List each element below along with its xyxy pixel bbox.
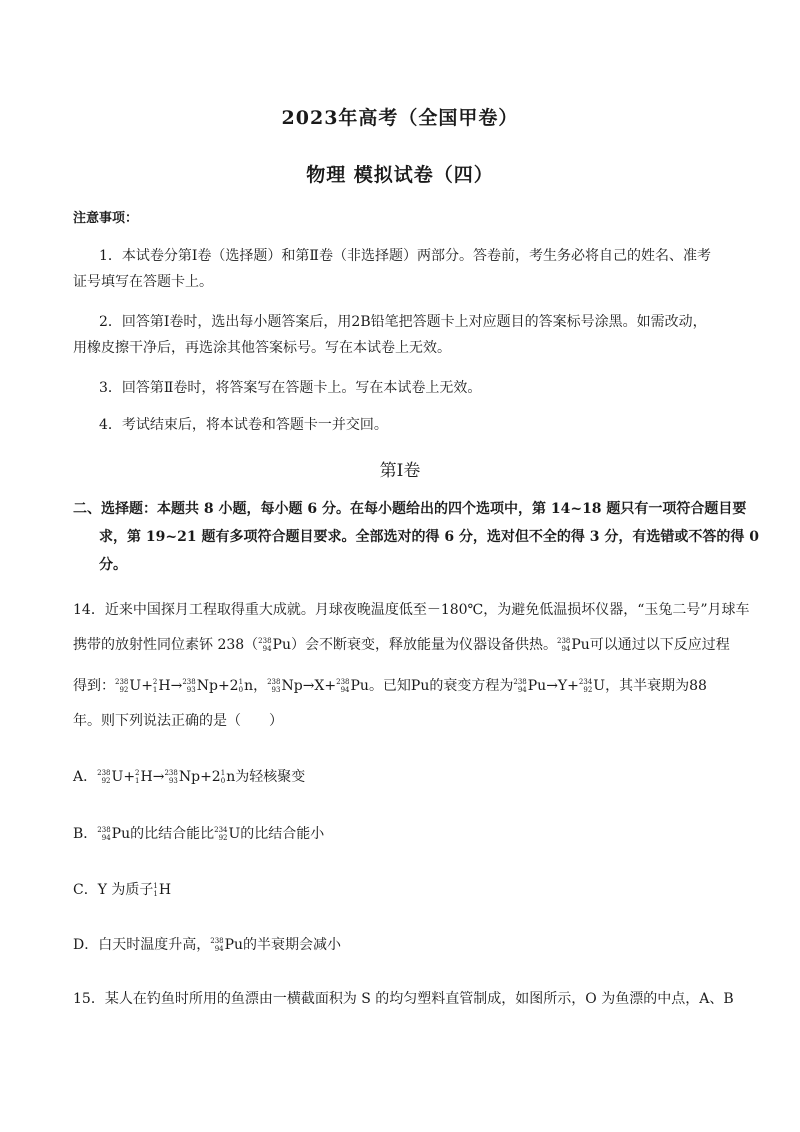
atomic-number: 1 xyxy=(135,777,140,785)
nuclide-numbers xyxy=(153,678,157,694)
atomic-number: 0 xyxy=(238,686,244,694)
nuclide-u234 xyxy=(214,824,240,844)
element-symbol: H xyxy=(140,769,153,785)
nuclide-np xyxy=(182,676,218,696)
element-symbol: Pu xyxy=(350,678,369,694)
element-symbol: Pu xyxy=(527,678,547,694)
mass-number: 238 xyxy=(97,826,111,834)
nuclide-numbers xyxy=(557,637,570,653)
q14-line-4: 年。则下列说法正确的是（ ） xyxy=(73,713,283,729)
nuclide-numbers xyxy=(214,826,227,842)
mass-number: 1 xyxy=(220,769,226,777)
nuclide-np xyxy=(164,767,200,787)
atomic-number: 0 xyxy=(220,777,226,785)
element-symbol: Np xyxy=(281,678,303,694)
nuclide-numbers xyxy=(164,769,177,785)
mass-number: 238 xyxy=(336,678,350,686)
nuclide-pu xyxy=(258,635,291,655)
mass-number: 1 xyxy=(238,678,244,686)
notice-item-1-cont: 证号填写在答题卡上。 xyxy=(73,274,213,290)
q14-option-c: C．Y 为质子 1 1 H xyxy=(73,882,172,898)
nuclide-pu xyxy=(210,935,243,955)
nuclide-u238 xyxy=(97,767,123,787)
nuclide-n xyxy=(239,676,254,696)
nuclide-numbers xyxy=(579,678,592,694)
notice-heading: 注意事项： xyxy=(73,211,139,226)
mass-number: 238 xyxy=(556,637,571,645)
mass-number: 238 xyxy=(267,678,281,686)
nuclide-pu xyxy=(557,635,590,655)
mass-number: 238 xyxy=(182,678,196,686)
atomic-number: 92 xyxy=(583,686,593,694)
q14-line-1: 14．近来中国探月工程取得重大成就。月球夜晚温度低至－180℃，为避免低温损坏仪器，“玉兔二号”月球车 xyxy=(73,602,750,618)
nuclide-pu xyxy=(336,676,369,696)
mass-number: 2 xyxy=(152,678,158,686)
nuclide-numbers xyxy=(210,937,223,953)
notice-item-4: 4．考试结束后，将本试卷和答题卡一并交回。 xyxy=(99,417,388,433)
element-symbol: H xyxy=(158,882,172,898)
element-symbol: Np xyxy=(178,769,201,785)
atomic-number: 1 xyxy=(152,686,158,694)
nuclide-numbers xyxy=(182,678,195,694)
notice-item-1: 1．本试卷分第Ⅰ卷（选择题）和第Ⅱ卷（非选择题）两部分。答卷前，考生务必将自己的姓名、准考 xyxy=(99,248,711,264)
mass-number: 238 xyxy=(513,678,527,686)
atomic-number: 94 xyxy=(517,686,527,694)
nuclide-numbers xyxy=(97,769,110,785)
nuclide-pu xyxy=(513,676,546,696)
element-symbol: H xyxy=(158,678,171,694)
mass-number: 238 xyxy=(258,637,272,645)
atomic-number: 94 xyxy=(214,945,224,953)
element-symbol: U xyxy=(111,769,124,785)
mass-number: 2 xyxy=(135,769,140,777)
q14-line-3: 得到： 238 92 U+ 2 1 H→ 238 93 Np+2 1 0 n， 238 93 Np→X+ 238 94 Pu。已知Pu的衰变方程为 238 94 Pu→Y+ 234 92 U，其半衰期为88 xyxy=(73,678,707,694)
notice-item-2-cont: 用橡皮擦干净后，再选涂其他答案标号。写在本试卷上无效。 xyxy=(73,340,451,356)
nuclide-numbers xyxy=(221,769,225,785)
atomic-number: 94 xyxy=(340,686,350,694)
atomic-number: 92 xyxy=(119,686,129,694)
nuclide-h2 xyxy=(135,767,153,787)
exam-subtitle: 物理 模拟试卷（四） xyxy=(306,164,494,186)
atomic-number: 94 xyxy=(101,834,111,842)
nuclide-numbers xyxy=(267,678,280,694)
q14-option-a: A． 238 92 U+ 2 1 H→ 238 93 Np+2 1 0 n为轻核聚变 xyxy=(73,769,306,785)
element-symbol: Pu xyxy=(571,637,590,653)
notice-item-3: 3．回答第Ⅱ卷时，将答案写在答题卡上。写在本试卷上无效。 xyxy=(99,380,482,396)
nuclide-h2 xyxy=(153,676,171,696)
element-symbol: Pu xyxy=(272,637,291,653)
nuclide-numbers xyxy=(115,678,128,694)
q14-line-2: 携带的放射性同位素钚 238（ 238 94 Pu）会不断衰变，释放能量为仪器设备供热。 238 94 Pu可以通过以下反应过程 xyxy=(73,637,730,653)
element-symbol: Pu xyxy=(111,826,131,842)
atomic-number: 92 xyxy=(101,777,111,785)
nuclide-numbers xyxy=(513,678,526,694)
nuclide-n xyxy=(221,767,236,787)
q14-option-d: D．白天时温度升高， 238 94 Pu的半衰期会减小 xyxy=(73,937,342,953)
nuclide-numbers xyxy=(97,826,110,842)
atomic-number: 92 xyxy=(218,834,228,842)
element-symbol: U xyxy=(593,678,606,694)
element-symbol: Np xyxy=(196,678,218,694)
nuclide-numbers xyxy=(258,637,271,653)
exam-title: 2023年高考（全国甲卷） xyxy=(281,107,519,129)
instructions-line-1: 二、选择题：本题共 8 小题，每小题 6 分。在每小题给出的四个选项中，第 14~18 题只有一项符合题目要 xyxy=(73,501,747,517)
mass-number: 238 xyxy=(210,937,224,945)
nuclide-u234 xyxy=(579,676,605,696)
mass-number: 238 xyxy=(164,769,178,777)
q15-line-1: 15．某人在钓鱼时所用的鱼漂由一横截面积为 S 的均匀塑料直管制成，如图所示，O 为鱼漂的中点，A、B xyxy=(73,991,734,1007)
section-title: 第Ⅰ卷 xyxy=(379,461,421,481)
nuclide-numbers xyxy=(336,678,349,694)
element-symbol: n xyxy=(226,769,236,785)
instructions-line-3: 分。 xyxy=(99,557,127,573)
mass-number: 238 xyxy=(97,769,111,777)
nuclide-h1 xyxy=(153,880,171,900)
atomic-number: 94 xyxy=(262,645,272,653)
mass-number: 238 xyxy=(115,678,129,686)
mass-number: 234 xyxy=(578,678,593,686)
element-symbol: U xyxy=(228,826,241,842)
nuclide-numbers xyxy=(239,678,243,694)
atomic-number: 93 xyxy=(186,686,196,694)
q14-option-b: B． 238 94 Pu的比结合能比 234 92 U的比结合能小 xyxy=(73,826,325,842)
atomic-number: 93 xyxy=(168,777,178,785)
notice-item-2: 2．回答第Ⅰ卷时，选出每小题答案后，用2B铅笔把答题卡上对应题目的答案标号涂黑。如需改动， xyxy=(99,314,707,330)
nuclide-pu xyxy=(97,824,130,844)
nuclide-np xyxy=(267,676,303,696)
atomic-number: 93 xyxy=(271,686,281,694)
element-symbol: Pu xyxy=(224,937,244,953)
nuclide-u238 xyxy=(115,676,141,696)
element-symbol: U xyxy=(129,678,142,694)
atomic-number: 1 xyxy=(153,890,158,898)
mass-number: 234 xyxy=(214,826,228,834)
nuclide-numbers xyxy=(153,882,157,898)
atomic-number: 94 xyxy=(561,645,571,653)
mass-number: 1 xyxy=(153,882,158,890)
element-symbol: n xyxy=(244,678,254,694)
nuclide-numbers xyxy=(135,769,139,785)
instructions-line-2: 求，第 19~21 题有多项符合题目要求。全部选对的得 6 分，选对但不全的得 3 分，有选错或不答的得 0 xyxy=(99,529,760,545)
